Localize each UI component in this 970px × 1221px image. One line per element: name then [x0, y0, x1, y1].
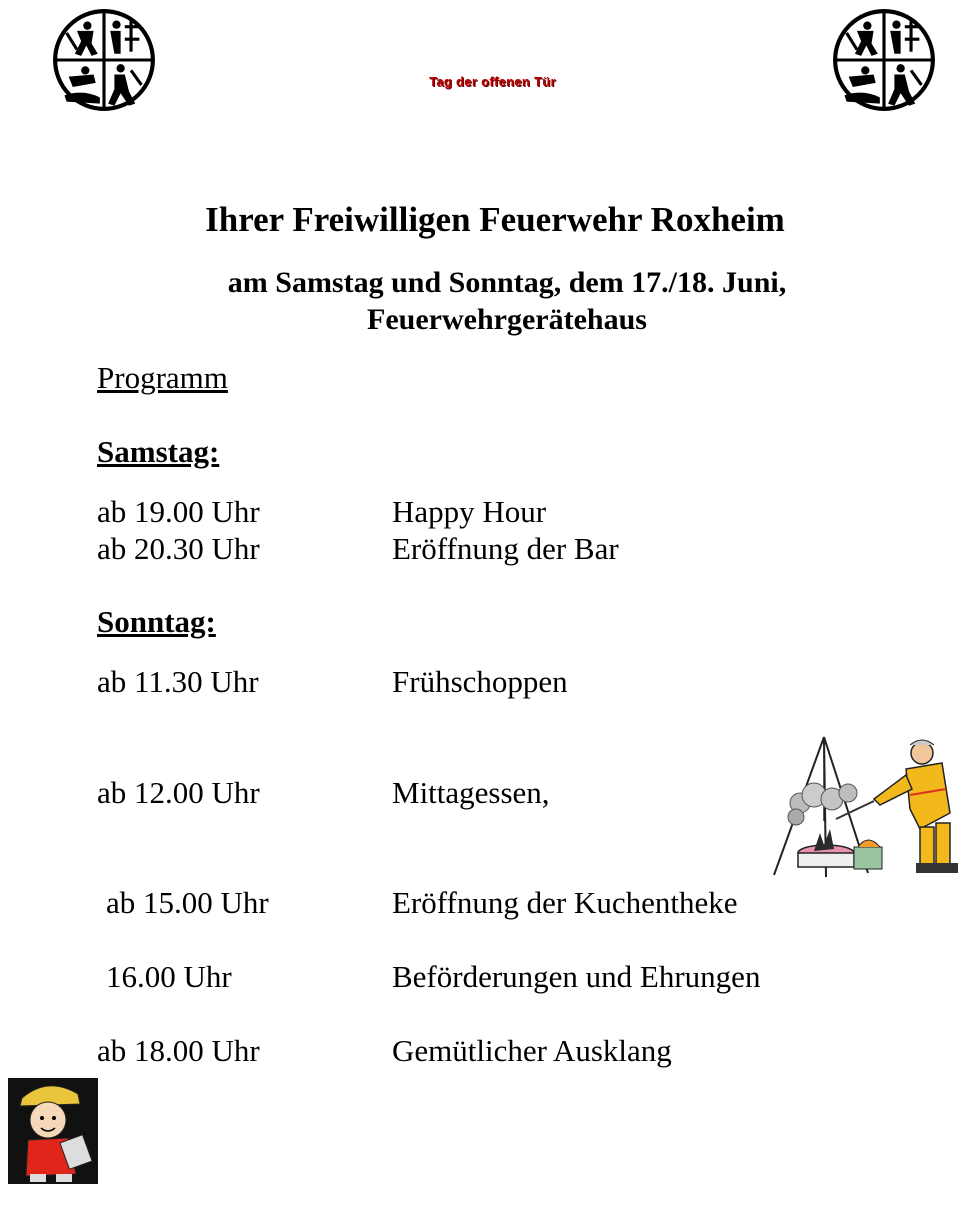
schedule-time: ab 18.00 Uhr — [97, 1033, 260, 1068]
schedule-row — [0, 664, 970, 702]
schedule-time: ab 20.30 Uhr — [97, 531, 260, 566]
schedule-event: Mittagessen, — [392, 775, 550, 810]
date-line: am Samstag und Sonntag, dem 17./18. Juni, — [227, 266, 787, 299]
schedule-time: ab 19.00 Uhr — [97, 494, 260, 529]
schedule-row — [0, 885, 970, 923]
schedule-event: Eröffnung der Bar — [392, 531, 619, 566]
firefighter-mascot-icon — [8, 1078, 98, 1184]
schedule-time: 16.00 Uhr — [106, 959, 232, 994]
page-title: Ihrer Freiwilligen Feuerwehr Roxheim — [205, 200, 785, 239]
program-heading: Programm — [97, 360, 228, 395]
sunday-heading: Sonntag: — [97, 604, 216, 639]
saturday-heading: Samstag: — [97, 434, 220, 469]
schedule-row — [0, 531, 970, 569]
schedule-event: Frühschoppen — [392, 664, 568, 699]
schedule-row — [0, 1033, 970, 1071]
schedule-time: ab 15.00 Uhr — [106, 885, 269, 920]
event-banner: Tag der offenen Tür — [429, 74, 556, 89]
schedule-time: ab 12.00 Uhr — [97, 775, 260, 810]
fire-brigade-emblem-icon — [52, 8, 156, 112]
schedule-event: Gemütlicher Ausklang — [392, 1033, 672, 1068]
schedule-event: Happy Hour — [392, 494, 547, 529]
schedule-event: Beförderungen und Ehrungen — [392, 959, 761, 994]
fire-brigade-emblem-icon — [832, 8, 936, 112]
venue-line: Feuerwehrgerätehaus — [367, 303, 647, 336]
schedule-time: ab 11.30 Uhr — [97, 664, 259, 699]
firefighter-cooking-kettle-icon — [770, 733, 966, 879]
event-subtitle — [0, 264, 970, 338]
schedule-row — [0, 959, 970, 997]
schedule-event: Eröffnung der Kuchentheke — [392, 885, 738, 920]
schedule-row — [0, 494, 970, 532]
